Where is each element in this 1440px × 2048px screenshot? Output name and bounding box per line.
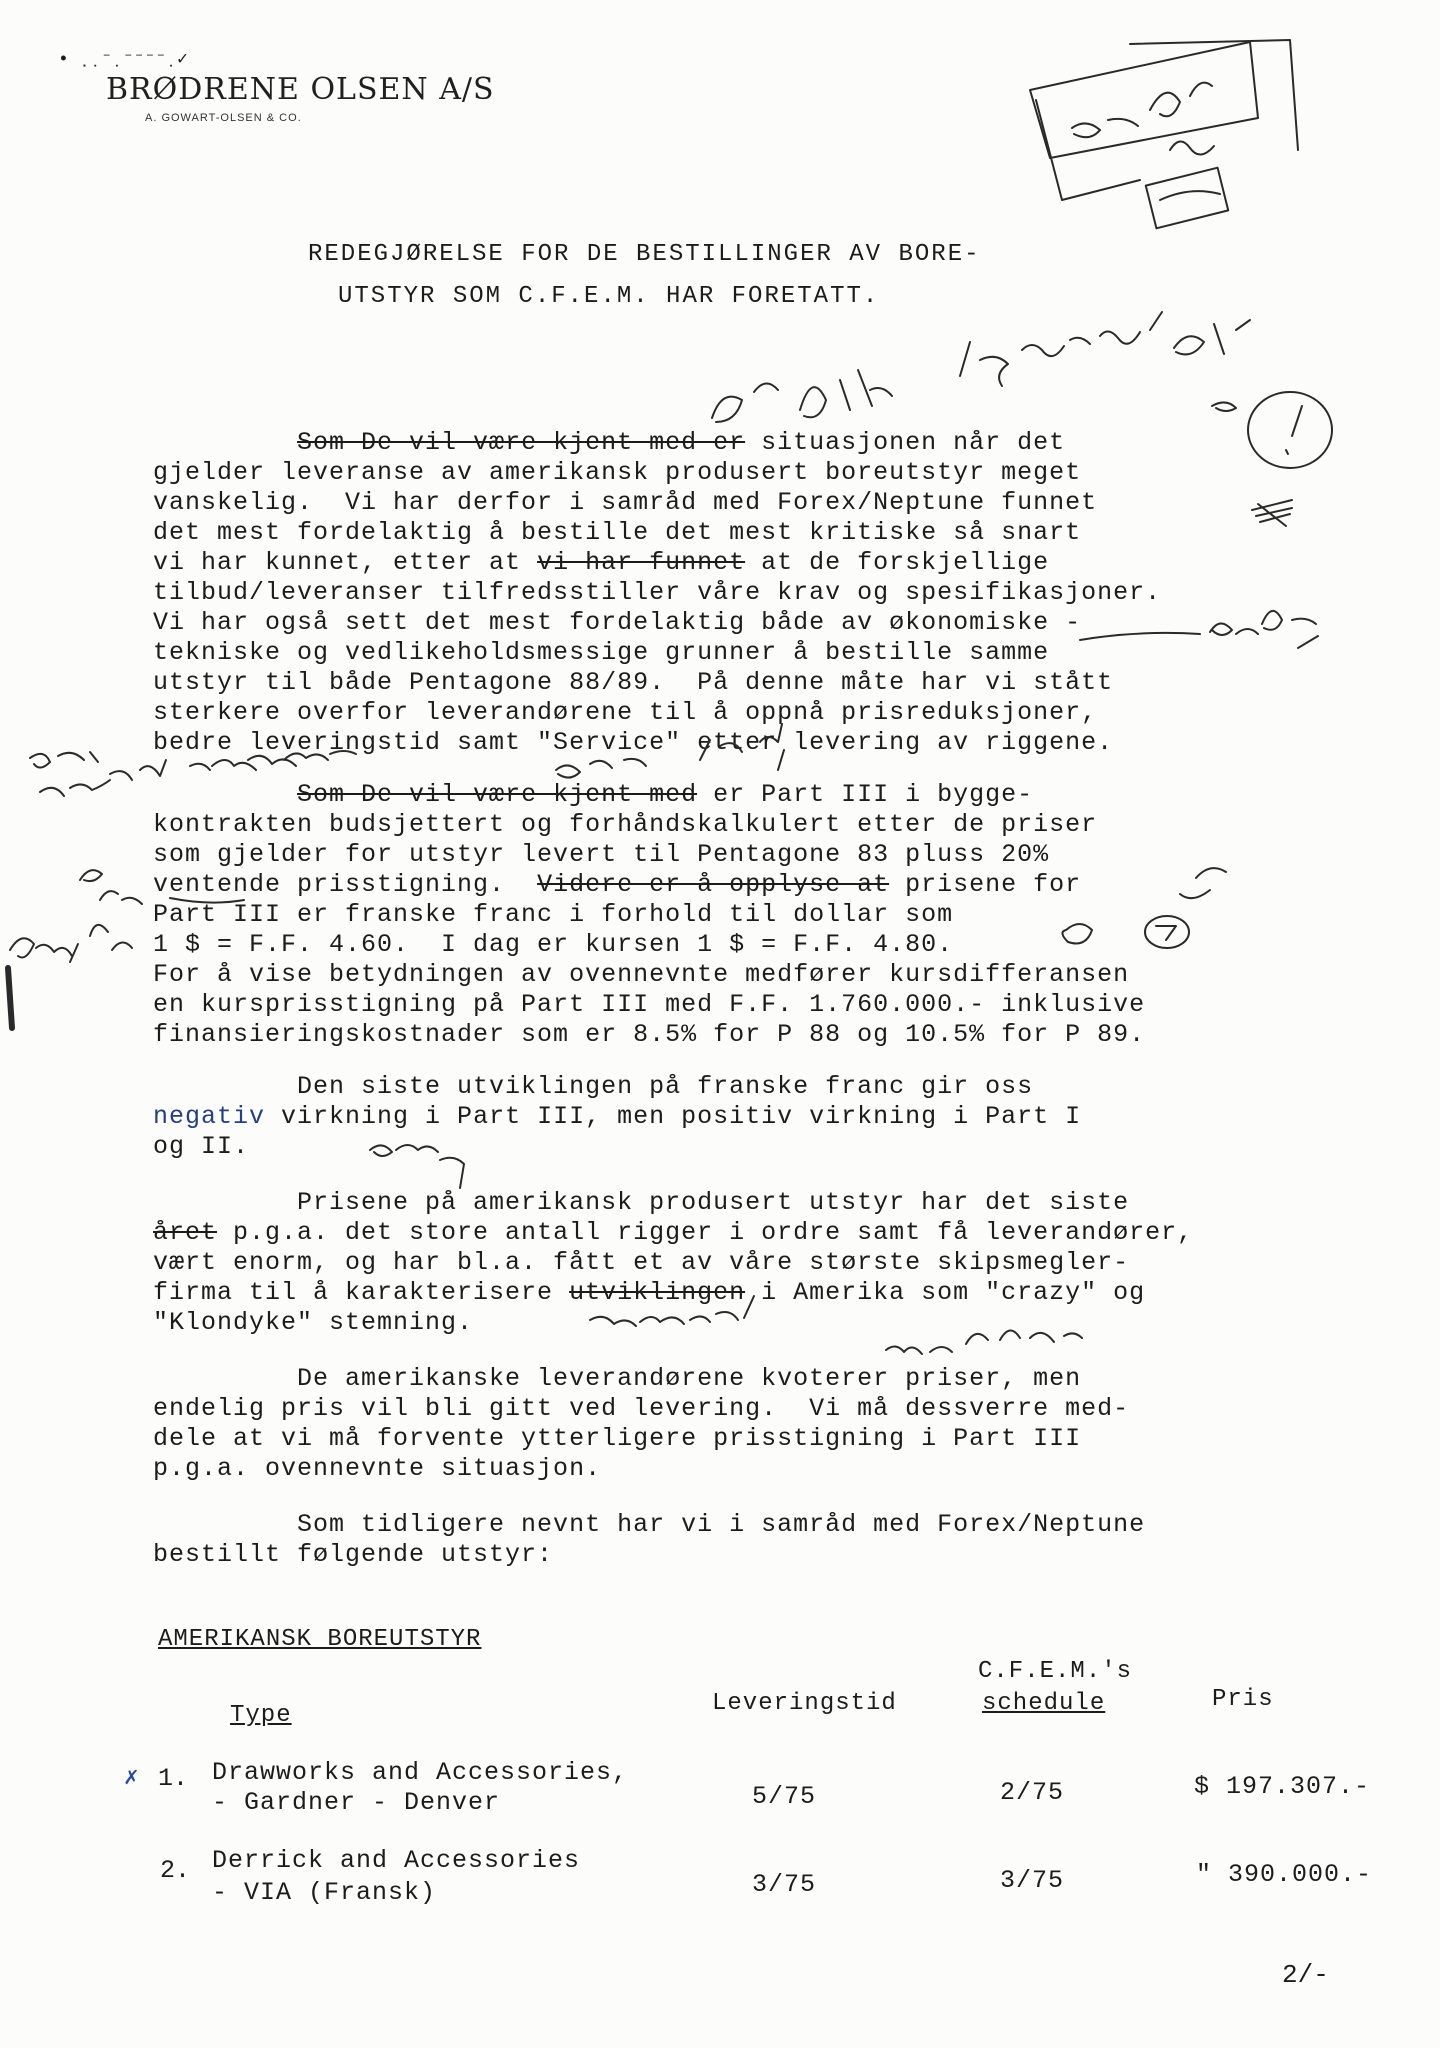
p4-line: Prisene på amerikansk produsert utstyr har det siste [153,1188,1130,1217]
p2-line1-rest: er Part III i bygge- [697,780,1034,809]
p2-line: finansieringskostnader som er 8.5% for P 88 og 10.5% for P 89. [153,1020,1146,1049]
p5-line: endelig pris vil bli gitt ved levering. Vi må dessverre med- [153,1394,1130,1423]
p2-line: Part III er franske franc i forhold til dollar som [153,900,954,929]
p1-indent [153,428,297,457]
p5-line: dele at vi må forvente ytterligere prisstigning i Part III [153,1424,1082,1453]
row-type-line-1: Drawworks and Accessories, [212,1758,629,1787]
p2-line: kontrakten budsjettert og forhåndskalkulert etter de priser [153,810,1098,839]
row-number: 1. [158,1764,189,1793]
row-type-line-2: - Gardner - Denver [212,1788,501,1817]
paragraph-3 [153,1072,1081,1162]
row-pris: $ 197.307.- [1194,1772,1371,1801]
row-schedule: 2/75 [1000,1778,1065,1807]
logo-mark: • ̣̣̣ ̣⁻ ̣⁻⁻⁻⁻ ̣✓ [58,50,188,70]
paragraph-1 [153,428,1161,758]
p1-line: vi har kunnet, etter at [153,548,538,577]
p4-line: "Klondyke" stemning. [153,1308,474,1337]
p1-line: gjelder leveranse av amerikansk produsert boreutstyr meget [153,458,1082,487]
column-header-schedule: schedule [982,1690,1106,1717]
row-type-line-1: Derrick and Accessories [212,1846,581,1875]
p4-struck-aret: året [153,1218,218,1247]
p1-line: at de forskjellige [745,548,1050,577]
p2-line: som gjelder for utstyr levert til Pentagone 83 pluss 20% [153,840,1050,869]
column-header-pris: Pris [1212,1686,1274,1713]
p1-line: utstyr til både Pentagone 88/89. På denne måte har vi stått [153,668,1114,697]
document-title-line-2: UTSTYR SOM C.F.E.M. HAR FORETATT. [338,283,880,310]
p1-line: sterkere overfor leverandørene til å oppnå prisreduksjoner, [153,698,1098,727]
p1-line: Vi har også sett det mest fordelaktig både av økonomiske - [153,608,1082,637]
p1-line: vanskelig. Vi har derfor i samråd med Forex/Neptune funnet [153,488,1098,517]
p2-line: ventende prisstigning. [153,870,538,899]
p4-struck-utviklingen: utviklingen [569,1278,746,1307]
row-leveringstid: 3/75 [752,1870,817,1899]
paragraph-4 [153,1188,1193,1338]
p2-struck-text: Som De vil være kjent med [297,780,698,809]
row-leveringstid: 5/75 [752,1782,817,1811]
p1-line: tilbud/leveranser tilfredsstiller våre krav og spesifikasjoner. [153,578,1162,607]
column-header-type: Type [230,1702,292,1729]
p1-line1-rest: situasjonen når det [745,428,1066,457]
p2-line: en kursprisstigning på Part III med F.F. 1.760.000.- inklusive [153,990,1146,1019]
column-header-cfem: C.F.E.M.'s [978,1658,1133,1685]
paragraph-5 [153,1364,1129,1484]
row-schedule: 3/75 [1000,1866,1065,1895]
row-number: 2. [160,1856,191,1885]
p1-struck-text: Som De vil være kjent med er [297,428,746,457]
paragraph-2 [153,780,1145,1050]
p1-struck-funnet: vi har funnet [537,548,746,577]
p4-line: p.g.a. det store antall rigger i ordre samt få leverandører, [217,1218,1194,1247]
p2-line: For å vise betydningen av ovennevnte medfører kursdifferansen [153,960,1130,989]
p6-line: bestillt følgende utstyr: [153,1540,554,1569]
p3-line: virkning i Part III, men positiv virkning i Part I [265,1102,1082,1131]
p2-line: 1 $ = F.F. 4.60. I dag er kursen 1 $ = F.F. 4.80. [153,930,954,959]
p5-line: p.g.a. ovennevnte situasjon. [153,1454,602,1483]
company-subtitle: A. GOWART-OLSEN & CO. [145,112,302,124]
p3-line: og II. [153,1132,250,1161]
section-title: AMERIKANSK BOREUTSTYR [158,1626,482,1653]
p4-line: firma til å karakterisere [153,1278,570,1307]
p5-line: De amerikanske leverandørene kvoterer priser, men [153,1364,1082,1393]
p2-struck-videre: Videre er å opplyse at [537,870,890,899]
page-number: 2/- [1282,1960,1329,1990]
p4-line: vært enorm, og har bl.a. fått et av våre største skipsmegler- [153,1248,1130,1277]
p1-line: bedre leveringstid samt "Service" etter levering av riggene. [153,728,1114,757]
p4-line: i Amerika som "crazy" og [745,1278,1146,1307]
document-title-line-1: REDEGJØRELSE FOR DE BESTILLINGER AV BORE- [308,241,981,268]
p3-line: Den siste utviklingen på franske franc gir oss [153,1072,1034,1101]
row-pris: " 390.000.- [1196,1860,1373,1889]
company-name: BRØDRENE OLSEN A/S [106,72,495,107]
column-header-leveringstid: Leveringstid [712,1690,897,1717]
p1-line: det mest fordelaktig å bestille det mest kritiske så snart [153,518,1082,547]
row-type-line-2: - VIA (Fransk) [212,1878,437,1907]
p6-line: Som tidligere nevnt har vi i samråd med Forex/Neptune [153,1510,1146,1539]
p1-line: tekniske og vedlikeholdsmessige grunner å bestille samme [153,638,1050,667]
p3-highlight: negativ [153,1102,266,1131]
p2-line: prisene for [889,870,1082,899]
paragraph-6 [153,1510,1145,1570]
check-mark-icon: ✗ [124,1765,139,1792]
